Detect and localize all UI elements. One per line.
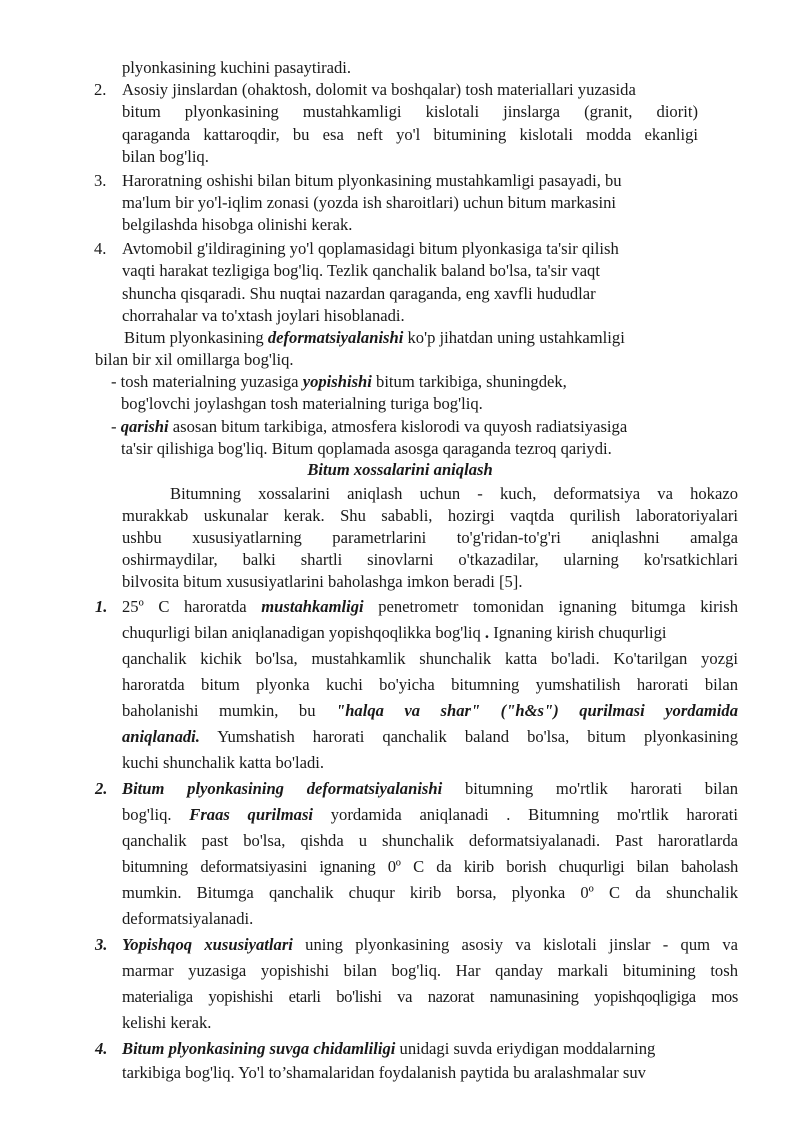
paragraph-line: bilan bog'liq. (122, 147, 209, 166)
paragraph-line: bitum plyonkasining mustahkamligi kislotali jinslarga (granit, diorit) (122, 102, 698, 121)
paragraph-line: aniqlanadi. Yumshatish harorati qanchalik baland bo'lsa, bitum plyonkasining (122, 727, 738, 746)
emphasis: aniqlanadi. (122, 727, 200, 746)
paragraph-line: qaraganda kattaroqdir, bu esa neft yo'l bitumining kislotali modda ekanligi (122, 125, 698, 144)
paragraph-line: murakkab uskunalar kerak. Shu sababli, hozirgi vaqtda qurilish laboratoriyalari (122, 506, 738, 525)
paragraph-line: deformatsiyalanadi. (122, 909, 254, 928)
paragraph-line: vaqti harakat tezligiga bog'liq. Tezlik qanchalik baland bo'lsa, ta'sir vaqt (122, 261, 600, 280)
list-number: 3. (95, 935, 108, 954)
emphasis: mustahkamligi (261, 597, 364, 616)
paragraph-line: Bitum plyonkasining deformatsiyalanishi bitumning mo'rtlik harorati bilan (122, 779, 738, 798)
paragraph-line: Asosiy jinslardan (ohaktosh, dolomit va boshqalar) tosh materiallari yuzasida (122, 80, 636, 99)
paragraph-line: Avtomobil g'ildiragining yo'l qoplamasidagi bitum plyonkasiga ta'sir qilish (122, 239, 619, 258)
paragraph-line: kuchi shunchalik katta bo'ladi. (122, 753, 325, 772)
emphasis: deformatsiyalanishi (267, 328, 404, 347)
paragraph-line: Haroratning oshishi bilan bitum plyonkasining mustahkamligi pasayadi, bu (122, 171, 622, 190)
paragraph-line: qanchalik past bo'lsa, qishda u shunchalik deformatsiyalanadi. Past haroratlarda (122, 831, 738, 850)
emphasis: qarishi (120, 417, 169, 436)
paragraph-line: shuncha qisqaradi. Shu nuqtai nazardan qaraganda, eng xavfli hududlar (122, 284, 596, 303)
dash-item: - tosh materialning yuzasiga yopishishi bitum tarkibiga, shuningdek, (111, 372, 567, 391)
paragraph-line: haroratda bitum plyonka kuchi bo'yicha bitumning yumshatilish harorati bilan (122, 675, 738, 694)
list-item-continuation: plyonkasining kuchini pasaytiradi. (122, 58, 352, 77)
paragraph-line: Yopishqoq xususiyatlari uning plyonkasining asosiy va kislotali jinslar - qum va (122, 935, 738, 954)
list-number: 4. (95, 1039, 108, 1058)
paragraph-line: ta'sir qilishiga bog'liq. Bitum qoplamada asosga qaraganda tezroq qariydi. (121, 439, 612, 458)
list-number: 1. (95, 597, 108, 616)
list-number: 4. (94, 239, 107, 258)
paragraph-line: materialiga yopishishi etarli bo'lishi va nazorat namunasining yopishqoqligiga mos (122, 987, 738, 1006)
paragraph-line: Bitum plyonkasining suvga chidamliligi unidagi suvda eriydigan moddalarning (122, 1039, 656, 1058)
paragraph-line: 25º C haroratda mustahkamligi penetrometr tomonidan ignaning bitumga kirish (122, 597, 738, 616)
paragraph-line: baholanishi mumkin, bu "halqa va shar" ("h&s") qurilmasi yordamida (122, 701, 738, 720)
paragraph-line: ma'lum bir yo'l-iqlim zonasi (yozda ish sharoitlari) uchun bitum markasini (122, 193, 617, 212)
paragraph-line: bilvosita bitum xususiyatlarini baholashga imkon beradi [5]. (122, 572, 523, 591)
dash-item: - qarishi asosan bitum tarkibiga, atmosfera kislorodi va quyosh radiatsiyasiga (111, 417, 628, 436)
list-number: 3. (94, 171, 107, 190)
paragraph-line: chuqurligi bilan aniqlanadigan yopishqoqlikka bog'liq . Ignaning kirish chuqurligi (122, 623, 667, 642)
paragraph-line: bog'lovchi joylashgan tosh materialning turiga bog'liq. (121, 394, 483, 413)
emphasis: Bitum plyonkasining suvga chidamliligi (122, 1039, 396, 1058)
list-number: 2. (95, 779, 108, 798)
list-number: 2. (94, 80, 107, 99)
paragraph-line: Bitumning xossalarini aniqlash uchun - kuch, deformatsiya va hokazo (170, 484, 738, 503)
paragraph-line: ushbu xususiyatlarning parametrlarini to'g'ridan-to'g'ri aniqlashni amalga (122, 528, 738, 547)
emphasis: Bitum plyonkasining deformatsiyalanishi (122, 779, 443, 798)
paragraph-line: bog'liq. Fraas qurilmasi yordamida aniqlanadi . Bitumning mo'rtlik harorati (122, 805, 738, 824)
paragraph-line: mumkin. Bitumga qanchalik chuqur kirib borsa, plyonka 0º C da shunchalik (122, 883, 738, 902)
paragraph-line: bilan bir xil omillarga bog'liq. (95, 350, 294, 369)
paragraph-line: chorrahalar va to'xtash joylari hisoblanadi. (122, 306, 405, 325)
section-heading: Bitum xossalarini aniqlash (307, 460, 493, 479)
paragraph-line: tarkibiga bog'liq. Yo'l to’shamalaridan foydalanish paytida bu aralashmalar suv (122, 1063, 646, 1082)
paragraph-line: qanchalik kichik bo'lsa, mustahkamlik shunchalik katta bo'ladi. Ko'tarilgan yozgi (122, 649, 738, 668)
paragraph-line: marmar yuzasiga yopishishi bilan bog'liq. Har qanday markali bitumining tosh (122, 961, 738, 980)
emphasis: "halqa va shar" ("h&s") qurilmasi yordamida (335, 701, 738, 720)
paragraph-line: kelishi kerak. (122, 1013, 212, 1032)
emphasis: Fraas qurilmasi (189, 805, 314, 824)
emphasis: yopishishi (302, 372, 372, 391)
emphasis: Yopishqoq xususiyatlari (122, 935, 293, 954)
paragraph-line: belgilashda hisobga olinishi kerak. (122, 215, 353, 234)
paragraph-line: oshirmaydilar, balki shartli sinovlarni o'tkazadilar, ularning ko'rsatkichlari (122, 550, 738, 569)
paragraph-line: Bitum plyonkasining deformatsiyalanishi ko'p jihatdan uning ustahkamligi (124, 328, 625, 347)
paragraph-line: bitumning deformatsiyasini ignaning 0º C da kirib borish chuqurligi bilan baholash (122, 857, 738, 876)
